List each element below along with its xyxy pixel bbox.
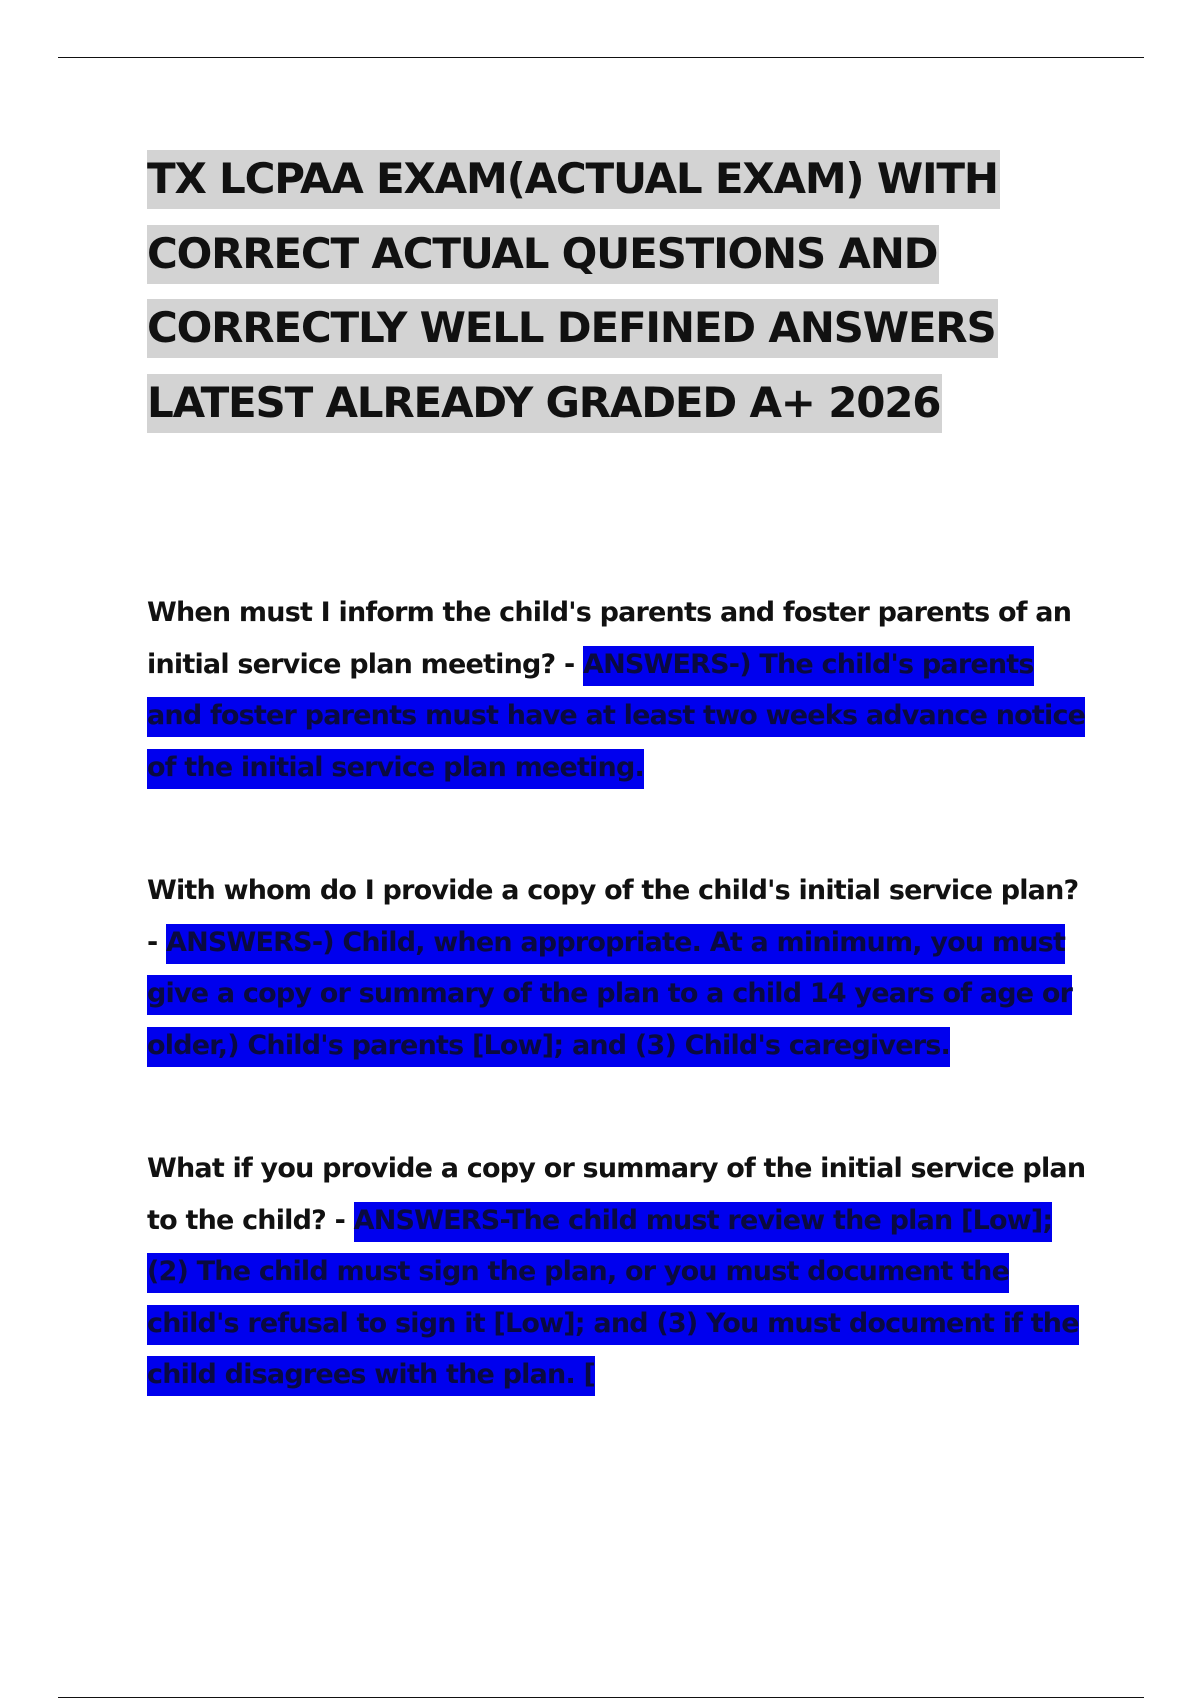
qa-item <box>147 1143 1087 1401</box>
answer-text: ANSWERS-) Child, when appropriate. At a minimum, you must give a copy or summary of the plan to a child 14 years of age or older,) Child's parents [Low]; and (3) Child's caregivers. <box>147 924 1072 1067</box>
question-text: What if you provide a copy or summary of the initial service plan to the child? - <box>147 1153 1086 1236</box>
question-text: When must I inform the child's parents and foster parents of an initial service plan meeting? - <box>147 597 1072 680</box>
qa-item <box>147 865 1087 1071</box>
document-title <box>147 142 1087 440</box>
answer-text: ANSWERS-) The child's parents and foster parents must have at least two weeks advance notice of the initial service plan meeting. <box>147 646 1085 789</box>
document-body <box>147 142 1087 1401</box>
bottom-divider <box>58 1697 1144 1698</box>
answer-text: ANSWERS-The child must review the plan [Low]; (2) The child must sign the plan, or you must document the child's refusal to sign it [Low]; and (3) You must document if the child disagrees with the plan. [ <box>147 1202 1079 1397</box>
title-highlight: TX LCPAA EXAM(ACTUAL EXAM) WITH CORRECT ACTUAL QUESTIONS AND CORRECTLY WELL DEFINED ANSWERS LATEST ALREADY GRADED A+ 2026 <box>147 150 1000 433</box>
qa-item <box>147 587 1087 793</box>
top-divider <box>58 57 1144 58</box>
question-text: With whom do I provide a copy of the child's initial service plan? - <box>147 875 1079 958</box>
